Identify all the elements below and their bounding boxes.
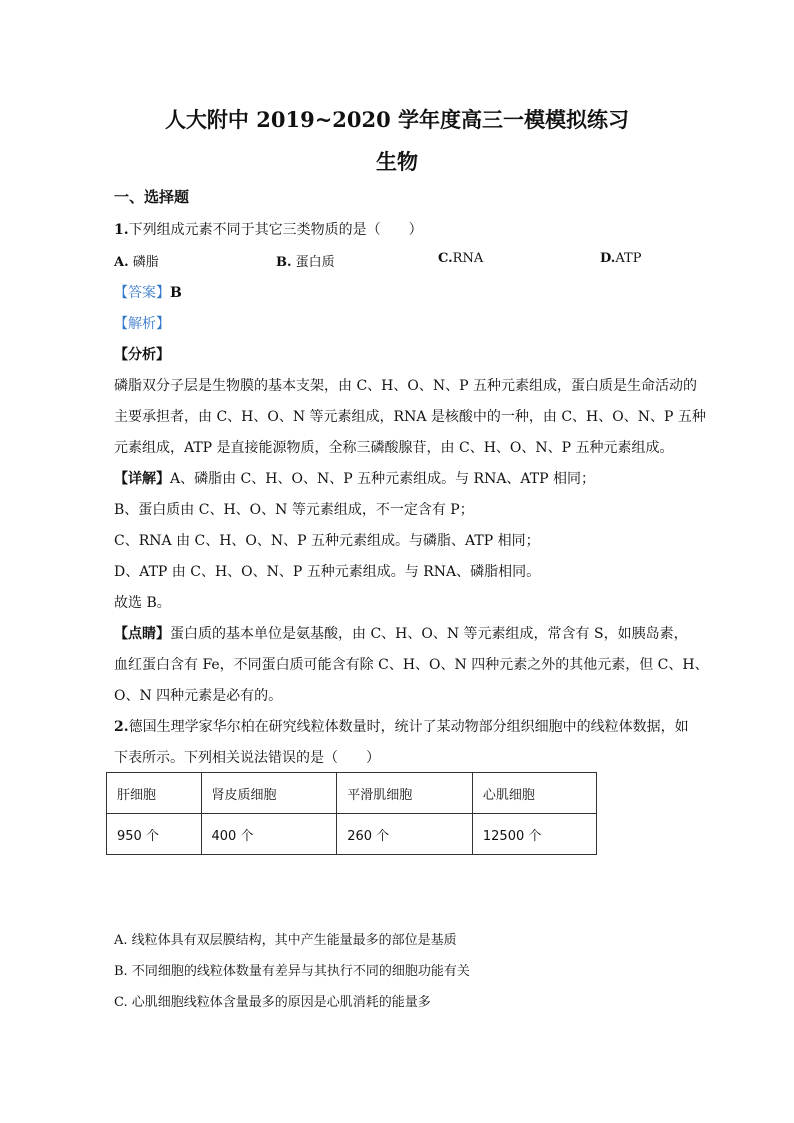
q2-stem-line: 下表所示。下列相关说法错误的是（ ） (114, 750, 380, 766)
point-line: 【点睛】蛋白质的基本单位是氨基酸，由 C、H、O、N 等元素组成，常含有 S，如胰岛素， (114, 626, 688, 642)
explain-label: 【解析】 (114, 316, 170, 332)
q1-option-d: D.ATP (600, 251, 642, 266)
q1-stem (114, 219, 423, 239)
point-line: 血红蛋白含有 Fe，不同蛋白质可能含有除 C、H、O、N 四种元素之外的其他元素，但 C、H、 (114, 657, 709, 673)
detail-line: 故选 B。 (114, 595, 171, 611)
point-line: O、N 四种元素是必有的。 (114, 688, 283, 704)
q2-option-a: A. 线粒体具有双层膜结构，其中产生能量最多的部位是基质 (114, 933, 457, 948)
answer-value: B (170, 285, 182, 301)
table-header-cell: 平滑肌细胞 (337, 773, 473, 814)
q1-stem-text: 下列组成元素不同于其它三类物质的是（ ） (128, 222, 423, 238)
document-title: 人大附中 2019~2020 学年度高三一模模拟练习 (164, 107, 630, 132)
answer-label: 【答案】 (114, 285, 170, 301)
analysis-line: 主要承担者，由 C、H、O、N 等元素组成，RNA 是核酸中的一种，由 C、H、O、N、P 五种 (114, 409, 706, 425)
detail-line: B、蛋白质由 C、H、O、N 等元素组成，不一定含有 P； (114, 502, 474, 518)
section-heading: 一、选择题 (114, 188, 190, 206)
q1-answer (114, 282, 182, 302)
analysis-line: 元素组成，ATP 是直接能源物质，全称三磷酸腺苷，由 C、H、O、N、P 五种元素组成。 (114, 440, 674, 456)
q1-option-b: B. 蛋白质 (276, 255, 335, 270)
table-header-row (107, 773, 597, 814)
mitochondria-table (106, 772, 597, 855)
point-label: 【点睛】 (114, 626, 170, 642)
table-header-cell: 肾皮质细胞 (201, 773, 337, 814)
q2-option-c: C. 心肌细胞线粒体含量最多的原因是心肌消耗的能量多 (114, 995, 431, 1010)
q1-number: 1. (114, 222, 129, 238)
table-cell: 950 个 (107, 814, 202, 855)
analysis-label: 【分析】 (114, 347, 170, 363)
table-header-cell: 心肌细胞 (472, 773, 596, 814)
detail-label: 【详解】 (114, 471, 170, 487)
detail-line: D、ATP 由 C、H、O、N、P 五种元素组成。与 RNA、磷脂相同。 (114, 564, 541, 580)
table-row (107, 814, 597, 855)
q1-option-a: A. 磷脂 (114, 255, 159, 270)
table-cell: 260 个 (337, 814, 473, 855)
analysis-line: 磷脂双分子层是生物膜的基本支架，由 C、H、O、N、P 五种元素组成，蛋白质是生命活动的 (114, 378, 697, 394)
detail-line: C、RNA 由 C、H、O、N、P 五种元素组成。与磷脂、ATP 相同； (114, 533, 540, 549)
detail-line: 【详解】A、磷脂由 C、H、O、N、P 五种元素组成。与 RNA、ATP 相同； (114, 471, 595, 487)
q2-option-b: B. 不同细胞的线粒体数量有差异与其执行不同的细胞功能有关 (114, 964, 470, 979)
subject-title: 生物 (376, 149, 418, 174)
q2-stem: 2.德国生理学家华尔柏在研究线粒体数量时，统计了某动物部分组织细胞中的线粒体数据，如 (114, 719, 689, 735)
table-cell: 12500 个 (472, 814, 596, 855)
table-cell: 400 个 (201, 814, 337, 855)
q2-number: 2. (114, 719, 129, 735)
q1-option-c: C.RNA (438, 251, 484, 266)
table-header-cell: 肝细胞 (107, 773, 202, 814)
